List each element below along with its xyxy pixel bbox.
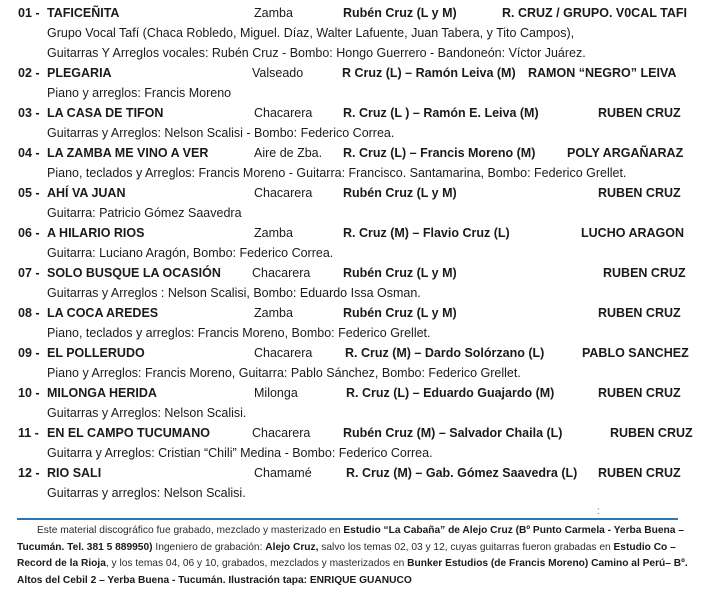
track-credits: Piano, teclados y arreglos: Francis Moreno, Bombo: Federico Grellet. — [47, 326, 431, 340]
track-performer: LUCHO ARAGON — [581, 226, 685, 240]
track-row — [0, 186, 704, 206]
track-genre: Chamamé — [254, 466, 312, 480]
track-authors: Rubén Cruz (L y M) — [343, 186, 457, 200]
track-row — [0, 346, 704, 366]
track-authors: R Cruz (L) – Ramón Leiva (M) — [342, 66, 516, 80]
track-authors: Rubén Cruz (L y M) — [343, 306, 457, 320]
track-row — [0, 146, 704, 166]
track-title: MILONGA HERIDA — [47, 386, 157, 400]
track-genre: Milonga — [254, 386, 298, 400]
track-performer: RUBEN CRUZ — [598, 106, 681, 120]
track-row — [0, 106, 704, 126]
bunker-studio-and-illustration: Bunker Estudios (de Francis Moreno) Camino al Perú– Bº. Altos del Cebil 2 – Yerba Buena - Tucumán. Ilustración tapa: ENRIQUE GUANUCO — [17, 558, 688, 586]
track-credits: Piano y Arreglos: Francis Moreno, Guitarra: Pablo Sánchez, Bombo: Federico Grellet. — [47, 366, 521, 380]
track-performer: RUBEN CRUZ — [598, 306, 681, 320]
guitar-studio-name: Estudio Co – Record de la Rioja — [17, 541, 676, 569]
footer-text: salvo los temas 02, 03 y 12, cuyas guitarras fueron grabadas en — [318, 541, 614, 553]
track-title: EL POLLERUDO — [47, 346, 145, 360]
track-row — [0, 306, 704, 326]
track-title: A HILARIO RIOS — [47, 226, 145, 240]
track-title: LA COCA AREDES — [47, 306, 159, 320]
track-title: PLEGARIA — [47, 66, 112, 80]
track-number: 06 - — [18, 226, 40, 240]
track-genre: Chacarera — [254, 186, 313, 200]
track-number: 03 - — [18, 106, 40, 120]
track-number: 01 - — [18, 6, 40, 20]
track-row — [0, 466, 704, 486]
track-authors: Rubén Cruz (L y M) — [343, 6, 457, 20]
track-row — [0, 66, 704, 86]
track-row — [0, 386, 704, 406]
track-credits: Guitarras Y Arreglos vocales: Rubén Cruz - Bombo: Hongo Guerrero - Bandoneón: Víctor Juárez. — [47, 46, 586, 60]
track-authors: R. Cruz (M) – Dardo Solórzano (L) — [345, 346, 545, 360]
track-number: 09 - — [18, 346, 40, 360]
track-performer: RUBEN CRUZ — [598, 186, 681, 200]
track-genre: Chacarera — [252, 426, 311, 440]
engineer-name: Alejo Cruz, — [265, 541, 319, 553]
track-authors: R. Cruz (M) – Flavio Cruz (L) — [343, 226, 510, 240]
section-divider — [17, 518, 678, 520]
track-row — [0, 226, 704, 246]
footer-text: Ingeniero de grabación: — [152, 541, 266, 553]
recording-credits-footer — [17, 523, 689, 589]
track-number: 08 - — [18, 306, 40, 320]
track-credits: Guitarras y Arreglos: Nelson Scalisi. — [47, 406, 247, 420]
track-performer: RUBEN CRUZ — [603, 266, 686, 280]
track-number: 04 - — [18, 146, 40, 160]
track-authors: R. Cruz (L) – Francis Moreno (M) — [343, 146, 536, 160]
track-genre: Zamba — [254, 6, 293, 20]
track-number: 02 - — [18, 66, 40, 80]
track-number: 12 - — [18, 466, 40, 480]
track-genre: Chacarera — [254, 346, 313, 360]
track-title: SOLO BUSQUE LA OCASIÓN — [47, 266, 221, 280]
track-credits: Grupo Vocal Tafí (Chaca Robledo, Miguel. Díaz, Walter Lafuente, Juan Tabera, y Tito Campos), — [47, 26, 575, 40]
track-title: LA ZAMBA ME VINO A VER — [47, 146, 209, 160]
track-performer: RUBEN CRUZ — [598, 466, 681, 480]
track-genre: Chacarera — [254, 106, 313, 120]
track-credits: Guitarras y Arreglos: Nelson Scalisi - Bombo: Federico Correa. — [47, 126, 395, 140]
track-performer: RUBEN CRUZ — [610, 426, 693, 440]
track-credits: Guitarras y Arreglos : Nelson Scalisi, Bombo: Eduardo Issa Osman. — [47, 286, 421, 300]
track-performer: RAMON “NEGRO” LEIVA — [528, 66, 677, 80]
track-performer: RUBEN CRUZ — [598, 386, 681, 400]
track-credits: Piano, teclados y Arreglos: Francis Moreno - Guitarra: Francisco. Santamarina, Bombo: Federico Grellet. — [47, 166, 627, 180]
track-credits: Guitarras y arreglos: Nelson Scalisi. — [47, 486, 246, 500]
track-performer: R. CRUZ / GRUPO. V0CAL TAFI — [502, 6, 687, 20]
recording-credits-paragraph — [17, 523, 689, 589]
track-row — [0, 426, 704, 446]
track-authors: R. Cruz (L) – Eduardo Guajardo (M) — [346, 386, 555, 400]
track-authors: R. Cruz (M) – Gab. Gómez Saavedra (L) — [346, 466, 578, 480]
track-genre: Aire de Zba. — [254, 146, 323, 160]
track-number: 05 - — [18, 186, 40, 200]
track-title: AHÍ VA JUAN — [47, 186, 126, 200]
footer-text: Este material discográfico fue grabado, mezclado y masterizado en — [37, 525, 344, 536]
track-number: 10 - — [18, 386, 40, 400]
track-number: 07 - — [18, 266, 40, 280]
footer-text: , y los temas 04, 06 y 10, grabados, mezclados y masterizados en — [105, 558, 408, 569]
track-genre: Zamba — [254, 226, 293, 240]
track-authors: Rubén Cruz (M) – Salvador Chaila (L) — [343, 426, 563, 440]
track-title: RIO SALI — [47, 466, 102, 480]
track-genre: Chacarera — [252, 266, 311, 280]
track-row — [0, 6, 704, 26]
track-authors: R. Cruz (L ) – Ramón E. Leiva (M) — [343, 106, 539, 120]
track-genre: Zamba — [254, 306, 293, 320]
track-title: LA CASA DE TIFON — [47, 106, 164, 120]
track-row — [0, 266, 704, 286]
track-credits: Guitarra: Patricio Gómez Saavedra — [47, 206, 242, 220]
track-performer: POLY ARGAÑARAZ — [567, 146, 684, 160]
track-genre: Valseado — [252, 66, 304, 80]
track-number: 11 - — [18, 426, 39, 440]
studio-name: Estudio “La Cabaña” de Alejo Cruz (Bº Punto Carmela - Yerba Buena – Tucumán. Tel. 381 5 889950) — [17, 525, 684, 553]
divider-mark: : — [597, 506, 600, 517]
track-credits: Piano y arreglos: Francis Moreno — [47, 86, 232, 100]
track-title: TAFICEÑITA — [47, 6, 120, 20]
track-title: EN EL CAMPO TUCUMANO — [47, 426, 210, 440]
track-credits: Guitarra y Arreglos: Cristian “Chili” Medina - Bombo: Federico Correa. — [47, 446, 433, 460]
track-performer: PABLO SANCHEZ — [582, 346, 689, 360]
track-credits: Guitarra: Luciano Aragón, Bombo: Federico Correa. — [47, 246, 334, 260]
track-authors: Rubén Cruz (L y M) — [343, 266, 457, 280]
